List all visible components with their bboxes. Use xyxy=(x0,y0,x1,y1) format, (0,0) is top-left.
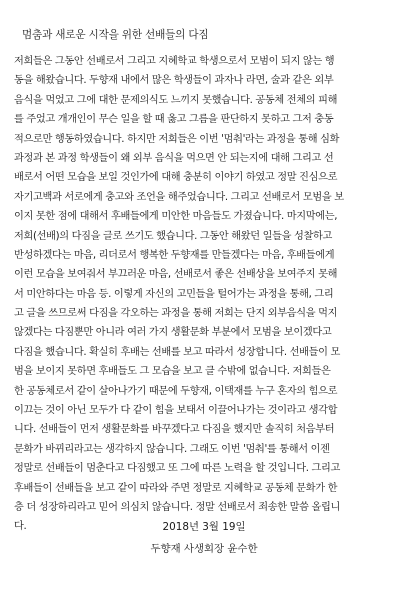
document-date: 2018년 3월 19일 xyxy=(162,521,246,533)
body-line: 문화가 바뀌리라고는 생각하지 않습니다. 그래도 이번 '멈춰'를 통해서 이젠 xyxy=(14,443,330,455)
body-line: 이끄는 것이 아닌 모두가 다 같이 힘을 보태서 이끌어나가는 것이라고 생각합 xyxy=(14,405,338,417)
body-line: 니다. 선배들이 먼저 생활문화를 바꾸겠다고 다짐을 했지만 솔직히 처음부터 xyxy=(14,424,335,436)
body-line: 자기고백과 서로에게 충고와 조언을 해주었습니다. 그리고 선배로서 모범을 보 xyxy=(14,191,344,203)
body-line: 층 더 성장하리라고 믿어 의심치 않습니다. 정말 선배로서 죄송한 말씀 올립니 xyxy=(14,501,340,513)
body-line: 배로서 어떤 모습을 보일 것인가에 대해 충분히 이야기 하였고 정말 진심으로 xyxy=(14,172,338,184)
body-line: 않겠다는 다짐뿐만 아니라 여러 가지 생활문화 부분에서 모범을 보이겠다고 xyxy=(14,327,332,339)
body-line: 범을 보이지 못하면 후배들도 그 모습을 보고 클 수밖에 없습니다. 저희들은 xyxy=(14,366,331,378)
body-line: 이지 못한 점에 대해서 후배들에게 미안한 마음들도 가졌습니다. 마지막에는, xyxy=(14,211,338,223)
body-line: 저희들은 그동안 선배로서 그리고 지혜학교 학생으로서 모범이 되지 않는 행 xyxy=(14,56,335,67)
document-title: 멈춤과 새로운 시작을 위한 선배들의 다짐 xyxy=(22,29,209,41)
body-line: 다. xyxy=(14,521,27,533)
body-line: 다짐을 했습니다. 확실히 후배는 선배를 보고 따라서 성장합니다. 선배들이 모 xyxy=(14,346,340,358)
document-body xyxy=(14,52,399,537)
body-line: 를 주었고 개개인이 무슨 일을 할 때 옳고 그름을 판단하지 못하고 그저 충동 xyxy=(14,114,334,126)
body-line: 과정과 본 과정 학생들이 왜 외부 음식을 먹으면 안 되는지에 대해 그리고 선 xyxy=(14,152,334,164)
body-line: 저희(선배)의 다짐을 글로 쓰기도 했습니다. 그동안 해왔던 일들을 성찰하고 xyxy=(14,230,332,242)
body-line: 한 공동체로서 같이 살아나가기 때문에 두향재, 이택재를 누구 혼자의 힘으로 xyxy=(14,385,338,397)
body-line: 동을 해왔습니다. 두향재 내에서 많은 학생들이 과자나 라면, 술과 같은 외부 xyxy=(14,75,334,87)
document-signature: 두향재 사생회장 윤수한 xyxy=(150,543,258,555)
body-line: 적으로만 행동하였습니다. 하지만 저희들은 이번 '멈춰'라는 과정을 통해 심화 xyxy=(14,133,340,145)
body-line: 반성하겠다는 마음, 리더로서 행복한 두향재를 만들겠다는 마음, 후배들에게 xyxy=(14,249,335,261)
body-line: 정말로 선배들이 멈춘다고 다짐했고 또 그에 따른 노력을 할 것입니다. 그리고 xyxy=(14,463,340,475)
body-line: 음식을 먹었고 그에 대한 문제의식도 느끼지 못했습니다. 공동체 전체의 피해 xyxy=(14,94,338,106)
body-line: 서 미안하다는 마음 등. 이렇게 자신의 고민들을 털어가는 과정을 통해, 그리 xyxy=(14,288,334,300)
body-line: 이런 모습을 보여줘서 부끄러운 마음, 선배로서 좋은 선배상을 보여주지 못해 xyxy=(14,269,338,281)
body-line: 후배들이 선배들을 보고 같이 따라와 주면 정말로 지혜학교 공동체 문화가 한 xyxy=(14,482,338,494)
body-line: 고 글을 쓰므로써 다짐을 각오하는 과정을 통해 저희는 단지 외부음식을 먹지 xyxy=(14,308,338,320)
